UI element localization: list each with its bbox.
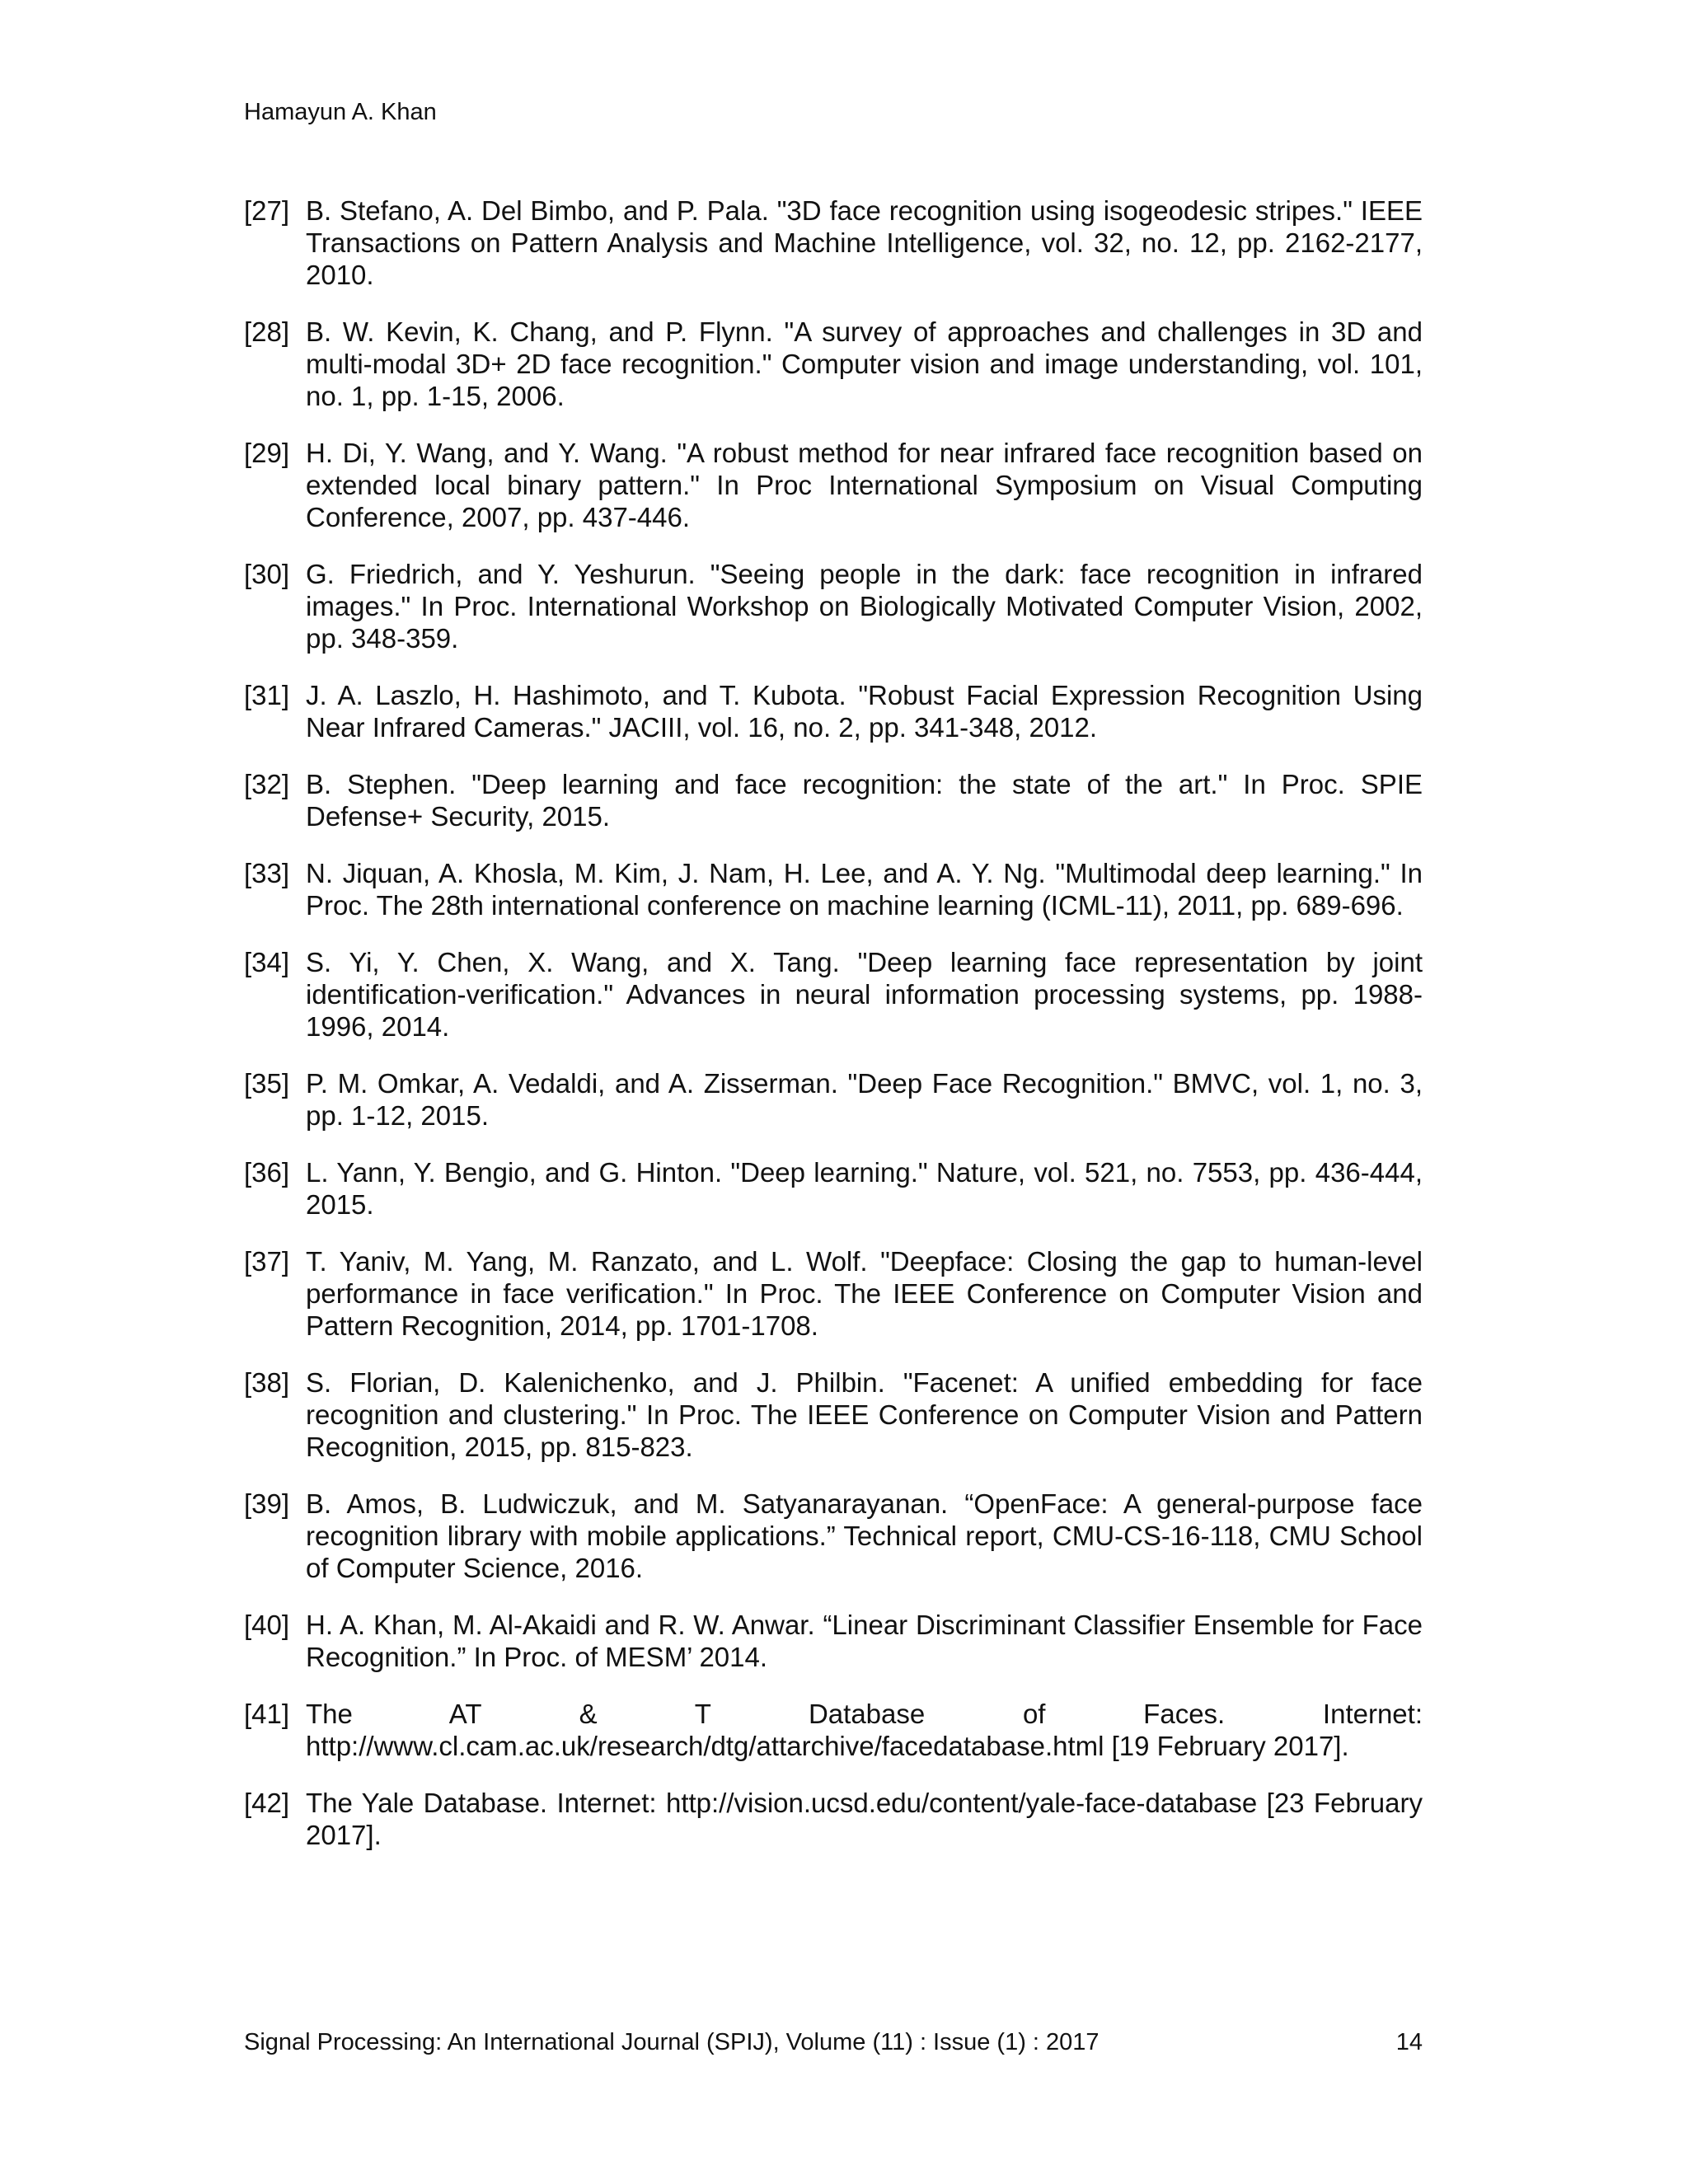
reference-number: [27]: [244, 195, 290, 226]
reference-item: [244, 1245, 1423, 1342]
reference-number: [29]: [244, 438, 290, 468]
reference-text-after-url: [19 February 2017].: [1104, 1731, 1349, 1761]
reference-item: [244, 1609, 1423, 1673]
reference-number: [31]: [244, 680, 290, 710]
reference-item: [244, 1067, 1423, 1132]
reference-text-after-url: [23 February 2017].: [306, 1788, 1423, 1850]
page-number: 14: [1395, 2029, 1423, 2055]
reference-number: [42]: [244, 1788, 290, 1818]
reference-number: [40]: [244, 1610, 290, 1640]
reference-list: [244, 194, 1423, 1876]
reference-number: [35]: [244, 1068, 290, 1099]
reference-number: [34]: [244, 947, 290, 977]
reference-text: G. Friedrich, and Y. Yeshurun. "Seeing people in the dark: face recognition in infrared images." In Proc. International Workshop on Biologically Motivated Computer Vision, 2002, pp. 348-359.: [306, 559, 1423, 654]
reference-text: [306, 1698, 1423, 1762]
reference-item: [244, 1488, 1423, 1584]
reference-item: [244, 1156, 1423, 1221]
reference-text: S. Yi, Y. Chen, X. Wang, and X. Tang. "Deep learning face representation by joint identification-verification." Advances in neural information processing systems, pp. 1988-1996, 2014.: [306, 947, 1423, 1042]
reference-item: [244, 194, 1423, 291]
reference-item: [244, 768, 1423, 832]
reference-number: [30]: [244, 559, 290, 589]
reference-item: [244, 679, 1423, 743]
reference-number: [41]: [244, 1699, 290, 1729]
reference-text: T. Yaniv, M. Yang, M. Ranzato, and L. Wolf. "Deepface: Closing the gap to human-level performance in face verification." In Proc. The IEEE Conference on Computer Vision and Pattern Recognition, 2014, pp. 1701-1708.: [306, 1246, 1423, 1341]
reference-text: N. Jiquan, A. Khosla, M. Kim, J. Nam, H. Lee, and A. Y. Ng. "Multimodal deep learning." In Proc. The 28th international conference on machine learning (ICML-11), 2011, pp. 689-696.: [306, 858, 1423, 921]
reference-text: B. Stefano, A. Del Bimbo, and P. Pala. "3D face recognition using isogeodesic stripes." IEEE Transactions on Pattern Analysis and Machine Intelligence, vol. 32, no. 12, pp. 2162-2177, 2010.: [306, 195, 1423, 290]
reference-item: [244, 946, 1423, 1043]
reference-number: [39]: [244, 1488, 290, 1519]
reference-text: B. Stephen. "Deep learning and face recognition: the state of the art." In Proc. SPIE Defense+ Security, 2015.: [306, 769, 1423, 832]
reference-number: [36]: [244, 1157, 290, 1188]
reference-text: [306, 1787, 1423, 1851]
page-footer: [244, 2027, 1423, 2057]
reference-item: [244, 1698, 1423, 1762]
reference-text: S. Florian, D. Kalenichenko, and J. Philbin. "Facenet: A unified embedding for face recognition and clustering." In Proc. The IEEE Conference on Computer Vision and Pattern Recognition, 2015, pp. 815-823.: [306, 1367, 1423, 1462]
reference-number: [33]: [244, 858, 290, 888]
reference-number: [37]: [244, 1246, 290, 1277]
reference-item: [244, 437, 1423, 533]
reference-text: P. M. Omkar, A. Vedaldi, and A. Zisserman. "Deep Face Recognition." BMVC, vol. 1, no. 3, pp. 1-12, 2015.: [306, 1068, 1423, 1131]
reference-text-before-url: The AT & T Database of Faces. Internet:: [306, 1699, 1423, 1729]
reference-text-before-url: The Yale Database. Internet:: [306, 1788, 666, 1818]
reference-number: [32]: [244, 769, 290, 799]
reference-url-link[interactable]: http://vision.ucsd.edu/content/yale-face-database: [665, 1788, 1258, 1818]
reference-text: B. W. Kevin, K. Chang, and P. Flynn. "A survey of approaches and challenges in 3D and multi-modal 3D+ 2D face recognition." Computer vision and image understanding, vol. 101, no. 1, pp. 1-15, 2006.: [306, 316, 1423, 411]
footer-journal-citation: Signal Processing: An International Journal (SPIJ), Volume (11) : Issue (1) : 2017: [244, 2029, 1100, 2055]
reference-text: B. Amos, B. Ludwiczuk, and M. Satyanarayanan. “OpenFace: A general-purpose face recognition library with mobile applications.” Technical report, CMU-CS-16-118, CMU School of Computer Science, 2016.: [306, 1488, 1423, 1583]
reference-item: [244, 558, 1423, 654]
running-head-author: Hamayun A. Khan: [244, 99, 437, 125]
reference-url-link[interactable]: http://www.cl.cam.ac.uk/research/dtg/attarchive/facedatabase.html: [306, 1731, 1104, 1761]
reference-item: [244, 857, 1423, 921]
reference-text: H. Di, Y. Wang, and Y. Wang. "A robust method for near infrared face recognition based on extended local binary pattern." In Proc International Symposium on Visual Computing Conference, 2007, pp. 437-446.: [306, 438, 1423, 532]
reference-text: J. A. Laszlo, H. Hashimoto, and T. Kubota. "Robust Facial Expression Recognition Using Near Infrared Cameras." JACIII, vol. 16, no. 2, pp. 341-348, 2012.: [306, 680, 1423, 743]
reference-item: [244, 1366, 1423, 1463]
reference-number: [38]: [244, 1367, 290, 1398]
reference-number: [28]: [244, 316, 290, 347]
reference-item: [244, 1787, 1423, 1851]
reference-text: L. Yann, Y. Bengio, and G. Hinton. "Deep learning." Nature, vol. 521, no. 7553, pp. 436-444, 2015.: [306, 1157, 1423, 1220]
reference-item: [244, 316, 1423, 412]
reference-text: H. A. Khan, M. Al-Akaidi and R. W. Anwar. “Linear Discriminant Classifier Ensemble for Face Recognition.” In Proc. of MESM’ 2014.: [306, 1610, 1423, 1672]
